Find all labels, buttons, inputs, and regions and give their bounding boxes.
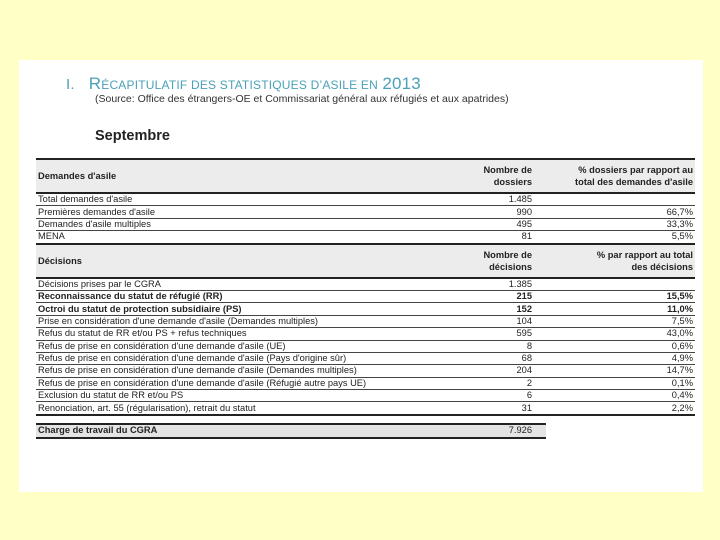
row-percentage: 0,4% [546,390,695,402]
decisions-header-pct-line2: des décisions [631,261,693,272]
row-count: 204 [456,365,546,377]
row-count: 6 [456,390,546,402]
row-count: 595 [456,328,546,340]
row-label: Refus de prise en considération d'une demande d'asile (Pays d'origine sûr) [36,352,456,364]
row-label: Refus de prise en considération d'une demande d'asile (UE) [36,340,456,352]
row-percentage: 4,9% [546,352,695,364]
row-label: Prise en considération d'une demande d'asile (Demandes multiples) [36,315,456,327]
page-title [66,74,421,94]
row-percentage: 2,2% [546,402,695,415]
decisions-header-count-line2: décisions [489,261,532,272]
table-row [36,402,695,415]
decisions-header-count [456,244,546,278]
charge-row [36,424,695,438]
row-label: Octroi du statut de protection subsidiaire (PS) [36,303,456,315]
row-percentage: 11,0% [546,303,695,315]
row-percentage: 33,3% [546,218,695,230]
spacer-row [36,415,695,424]
table-row [36,231,695,244]
row-percentage: 66,7% [546,206,695,218]
row-percentage: 14,7% [546,365,695,377]
title-year: 2013 [382,74,421,93]
table-row [36,290,695,302]
table-row [36,328,695,340]
statistics-table [36,158,695,439]
demandes-header-count [456,159,546,193]
title-number: I. [66,76,75,93]
source-note: (Source: Office des étrangers-OE et Commissariat général aux réfugiés et aux apatrides) [95,93,509,105]
demandes-header-count-line1: Nombre de [483,165,532,175]
row-count: 1.485 [456,193,546,206]
table-row [36,218,695,230]
row-label: Refus de prise en considération d'une demande d'asile (Réfugié autre pays UE) [36,377,456,389]
statistics-table-body [36,159,695,438]
row-count: 1.385 [456,278,546,291]
decisions-header-label: Décisions [36,244,456,278]
row-count: 31 [456,402,546,415]
row-percentage: 43,0% [546,328,695,340]
decisions-header-pct [546,244,695,278]
demandes-header-count-line2: dossiers [493,177,532,187]
demandes-header-pct [546,159,695,193]
row-label: Premières demandes d'asile [36,206,456,218]
table-row [36,278,695,291]
row-count: 2 [456,377,546,389]
row-count: 68 [456,352,546,364]
demandes-header-label: Demandes d'asile [36,159,456,193]
table-row [36,206,695,218]
table-row [36,340,695,352]
row-label: Reconnaissance du statut de réfugié (RR) [36,290,456,302]
row-count: 152 [456,303,546,315]
row-percentage: 15,5% [546,290,695,302]
row-count: 8 [456,340,546,352]
table-row [36,365,695,377]
document-page [19,60,703,492]
row-label: Refus de prise en considération d'une demande d'asile (Demandes multiples) [36,365,456,377]
row-label: MENA [36,231,456,244]
title-first-letter: R [88,74,102,93]
row-label: Demandes d'asile multiples [36,218,456,230]
row-label: Renonciation, art. 55 (régularisation), retrait du statut [36,402,456,415]
table-row [36,193,695,206]
row-percentage [546,278,695,291]
row-percentage: 0,1% [546,377,695,389]
row-label: Total demandes d'asile [36,193,456,206]
row-count: 990 [456,206,546,218]
demandes-header-pct-line1: % dossiers par rapport au [578,165,693,175]
table-row [36,315,695,327]
row-label: Décisions prises par le CGRA [36,278,456,291]
decisions-header-pct-line1: % par rapport au total [596,249,693,260]
row-percentage: 0,6% [546,340,695,352]
table-row [36,390,695,402]
table-row [36,303,695,315]
row-count: 215 [456,290,546,302]
charge-label: Charge de travail du CGRA [36,424,456,438]
row-percentage [546,193,695,206]
table-row [36,377,695,389]
demandes-header-pct-line2: total des demandes d'asile [575,177,693,187]
title-text: ÉCAPITULATIF DES STATISTIQUES D’ASILE EN [101,78,378,92]
month-heading: Septembre [95,128,170,144]
charge-value: 7.926 [456,424,546,438]
row-count: 104 [456,315,546,327]
row-percentage: 7,5% [546,315,695,327]
row-percentage: 5,5% [546,231,695,244]
row-label: Refus du statut de RR et/ou PS + refus techniques [36,328,456,340]
decisions-header-row [36,244,695,278]
demandes-header-row [36,159,695,193]
decisions-header-count-line1: Nombre de [483,249,532,260]
row-count: 81 [456,231,546,244]
table-row [36,352,695,364]
row-count: 495 [456,218,546,230]
row-label: Exclusion du statut de RR et/ou PS [36,390,456,402]
